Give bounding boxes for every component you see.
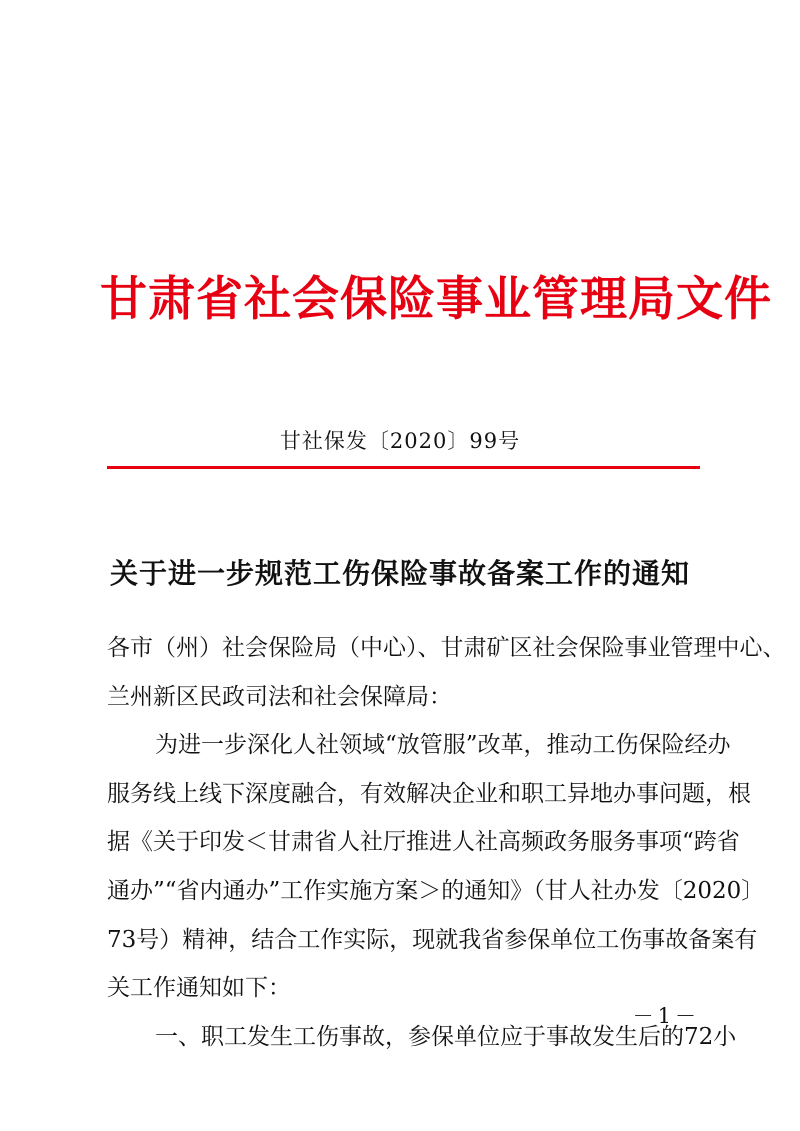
body-line: 73号）精神，结合工作实际，现就我省参保单位工伤事故备案有	[107, 926, 758, 953]
notice-body	[107, 632, 786, 1069]
body-line: 各市（州）社会保险局（中心）、甘肃矿区社会保险事业管理中心、	[107, 635, 786, 661]
body-line: 为进一步深化人社领域“放管服”改革，推动工伤保险经办	[155, 732, 731, 759]
page-number: －1－	[632, 1004, 700, 1028]
body-line: 服务线上线下深度融合，有效解决企业和职工异地办事问题，根	[107, 780, 751, 807]
notice-title: 关于进一步规范工伤保险事故备案工作的通知	[109, 557, 690, 590]
body-line: 兰州新区民政司法和社会保障局：	[107, 683, 452, 710]
body-line: 通办”“省内通办”工作实施方案＞的通知》（甘人社办发〔2020〕	[107, 877, 765, 904]
red-divider	[107, 466, 700, 469]
issuer-title: 甘肃省社会保险事业管理局文件	[100, 272, 772, 327]
document-number: 甘社保发〔2020〕99号	[279, 429, 521, 453]
body-line: 据《关于印发＜甘肃省人社厅推进人社高频政务服务事项“跨省	[107, 829, 740, 856]
body-line: 关工作通知如下：	[107, 975, 291, 1002]
body-line: 一、职工发生工伤事故，参保单位应于事故发生后的72小	[155, 1023, 737, 1050]
